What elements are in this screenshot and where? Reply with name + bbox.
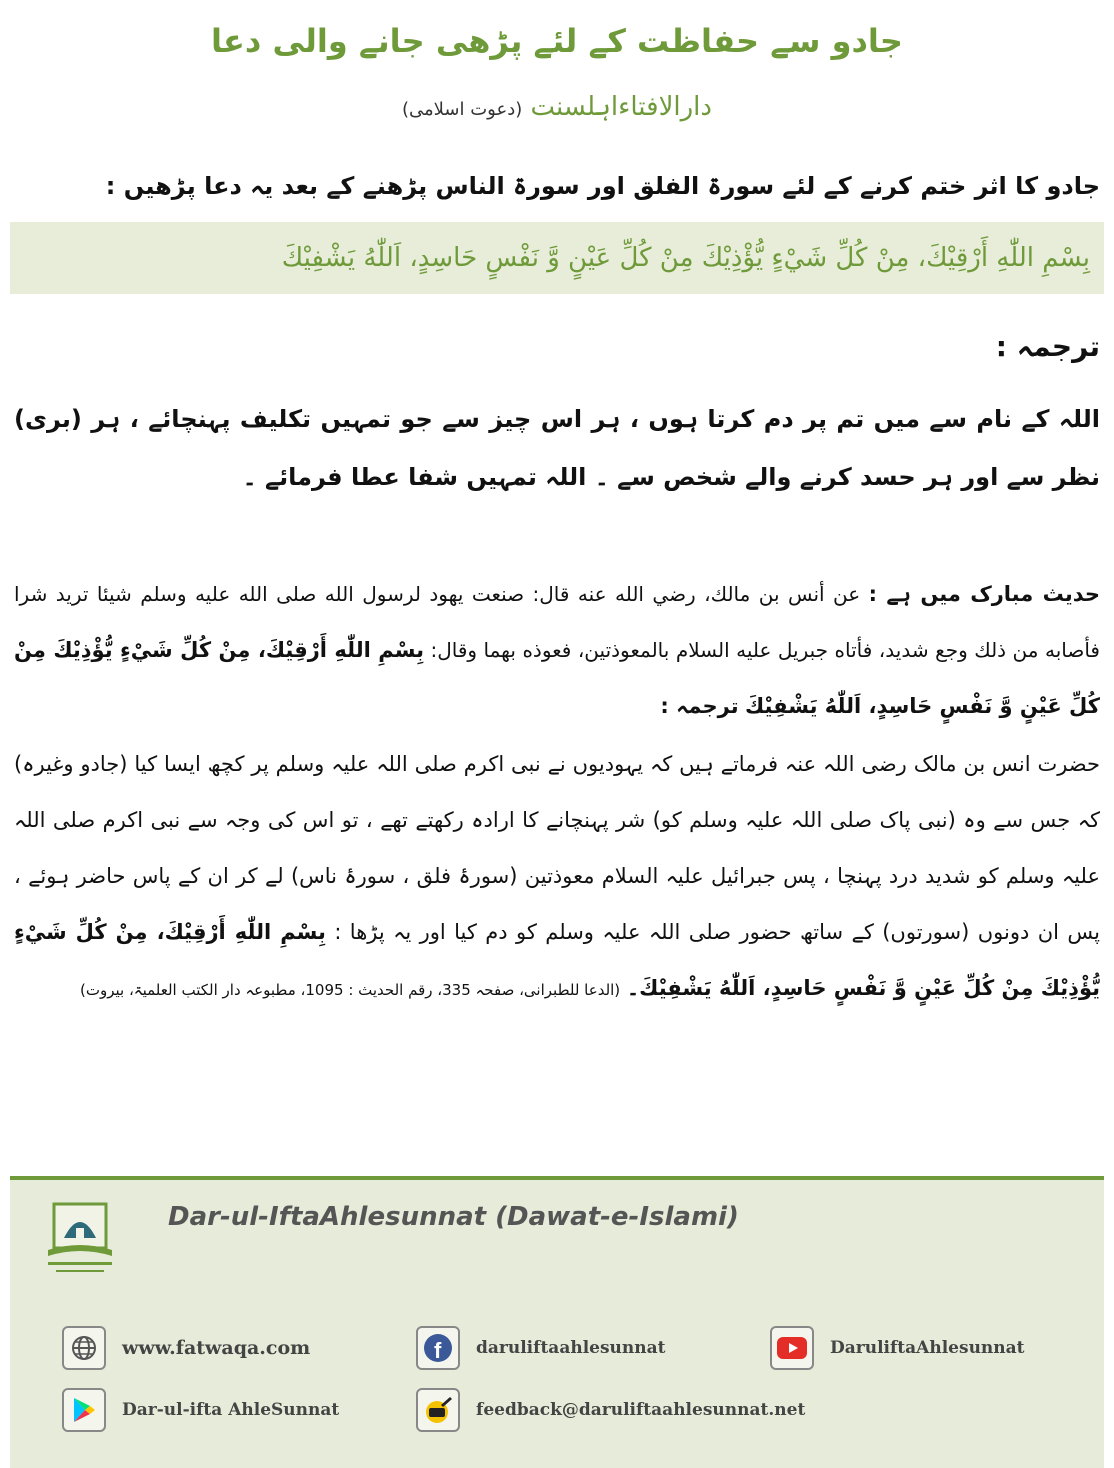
dua-highlight-box: [10, 222, 1104, 294]
explanation-dua: بِسْمِ اللّٰهِ أَرْقِيْكَ، مِنْ كُلِّ شَيْءٍ يُّؤْذِيْكَ مِنْ كُلِّ عَيْنٍ وَّ نَفْسٍ حَاسِدٍ، اَللّٰهُ يَشْفِيْكَ۔: [14, 920, 1100, 1000]
subtitle-main: دارالافتاءاہلسنت: [530, 92, 712, 122]
hadith-paragraph: [14, 566, 1100, 734]
page-subtitle: [0, 92, 1114, 122]
explanation-paragraph: [14, 736, 1100, 1018]
intro-text: جادو کا اثر ختم کرنے کے لئے سورۃ الفلق اور سورۃ الناس پڑھنے کے بعد یہ دعا پڑھیں :: [105, 172, 1100, 200]
facebook-link[interactable]: [416, 1326, 665, 1370]
hadith-tarjuma-label: ترجمہ :: [660, 694, 739, 718]
youtube-text: DaruliftaAhlesunnat: [830, 1338, 1025, 1358]
feedback-text: feedback@daruliftaahlesunnat.net: [476, 1400, 806, 1420]
youtube-icon: [770, 1326, 814, 1370]
reference-text: (الدعا للطبرانی، صفحہ 335، رقم الحدیث : 1095، مطبوعہ دار الکتب العلمیۃ، بیروت): [79, 981, 621, 999]
translation-text: اللہ کے نام سے میں تم پر دم کرتا ہوں ، ہر اس چیز سے جو تمہیں تکلیف پہنچائے ، ہر (بری) نظر سے اور ہر حسد کرنے والے شخص سے ۔ اللہ تمہیں شفا عطا فرمائے ۔: [14, 405, 1100, 491]
dua-text: بِسْمِ اللّٰهِ أَرْقِيْكَ، مِنْ كُلِّ شَيْءٍ يُّؤْذِيْكَ مِنْ كُلِّ عَيْنٍ وَّ نَفْسٍ حَاسِدٍ، اَللّٰهُ يَشْفِيْكَ: [281, 243, 1090, 273]
hadith-arabic: عن أنس بن مالك، رضي الله عنه قال: صنعت يهود لرسول الله صلى الله عليه وسلم شيئا تريد شرا فأصابه من ذلك وجع شديد، فأتاه جبريل عليه السلام بالمعوذتين، فعوذه بهما وقال:: [14, 582, 1100, 662]
playstore-link[interactable]: [62, 1388, 339, 1432]
translation-heading: ترجمہ :: [995, 330, 1100, 363]
facebook-icon: [416, 1326, 460, 1370]
globe-icon: [62, 1326, 106, 1370]
website-link[interactable]: [62, 1326, 310, 1370]
footer: [10, 1176, 1104, 1468]
hadith-label: حدیث مبارک میں ہے :: [868, 582, 1101, 606]
playstore-text: Dar-ul-ifta AhleSunnat: [122, 1400, 340, 1420]
page-title: جادو سے حفاظت کے لئے پڑھی جانے والی دعا: [211, 22, 903, 60]
website-text: www.fatwaqa.com: [122, 1337, 311, 1359]
explanation-text: حضرت انس بن مالک رضی اللہ عنہ فرماتے ہیں کہ یہودیوں نے نبی اکرم صلی اللہ علیہ وسلم پر کچھ ایسا کیا (جادو وغیرہ) کہ جس سے وہ (نبی پاک صلی اللہ علیہ وسلم کو) شر پہنچانے کا ارادہ رکھتے تھے ، تو اس کی وجہ سے نبی اکرم صلی اللہ علیہ وسلم کو شدید درد پہنچا ، پس جبرائیل علیہ السلام معوذتین (سورۂ فلق ، سورۂ ناس) لے کر ان کے پاس حاضر ہوئے ، پس ان دونوں (سورتوں) کے ساتھ حضور صلی اللہ علیہ وسلم کو دم کیا اور یہ پڑھا :: [14, 752, 1100, 944]
brand-name: Dar-ul-IftaAhlesunnat (Dawat-e-Islami): [168, 1202, 739, 1232]
play-store-icon: [62, 1388, 106, 1432]
subtitle-paren: (دعوت اسلامی): [402, 99, 523, 120]
logo-icon: [40, 1198, 120, 1284]
facebook-text: daruliftaahlesunnat: [476, 1338, 666, 1358]
feedback-link[interactable]: [416, 1388, 805, 1432]
svg-text:f: f: [434, 1338, 442, 1363]
feedback-icon: [416, 1388, 460, 1432]
youtube-link[interactable]: [770, 1326, 1025, 1370]
hadith-dua: بِسْمِ اللّٰهِ أَرْقِيْكَ، مِنْ كُلِّ شَيْءٍ يُّؤْذِيْكَ مِنْ كُلِّ عَيْنٍ وَّ نَفْسٍ حَاسِدٍ، اَللّٰهُ يَشْفِيْكَ: [14, 638, 1100, 718]
